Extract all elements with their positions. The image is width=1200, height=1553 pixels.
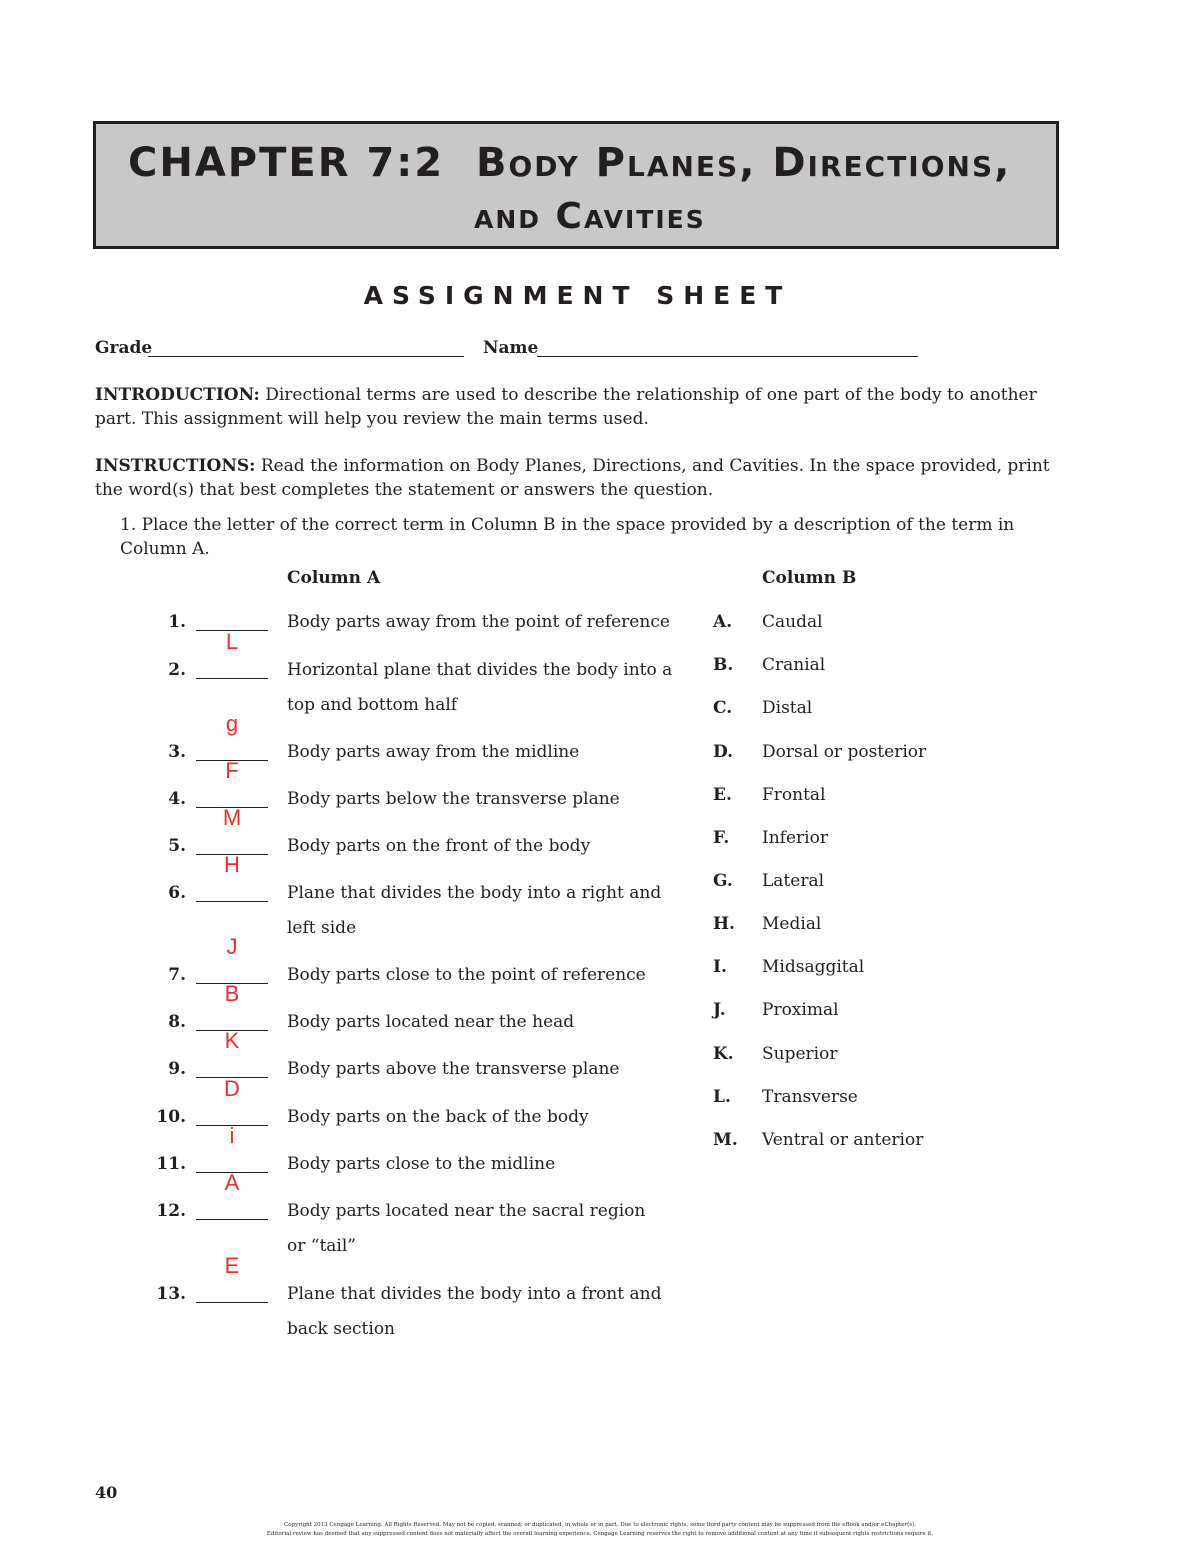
description — [287, 1005, 677, 1040]
description-line-1: Plane that divides the body into a right and — [287, 883, 662, 903]
term-label: Midsaggital — [762, 957, 865, 977]
answer-entry[interactable]: B — [224, 981, 240, 1006]
item-number: 6. — [168, 883, 186, 903]
item-number: 10. — [156, 1107, 186, 1127]
item-number: 13. — [156, 1284, 186, 1304]
item-number: 5. — [168, 836, 186, 856]
introduction-text: Directional terms are used to describe the relationship of one part of the body to another part. This assignment will help you review the main terms used. — [95, 385, 1037, 429]
description — [287, 1100, 677, 1135]
description-line-1: Body parts away from the midline — [287, 742, 580, 762]
term-letter: M. — [713, 1130, 738, 1150]
term-label: Inferior — [762, 828, 828, 848]
description — [287, 1194, 677, 1264]
answer-entry[interactable]: D — [224, 1076, 240, 1101]
term-label: Transverse — [762, 1087, 858, 1107]
item-number: 1. — [168, 612, 186, 632]
description — [287, 1147, 677, 1182]
description-line-1: Horizontal plane that divides the body into a — [287, 660, 673, 680]
answer-entry[interactable]: i — [229, 1123, 235, 1148]
item-number: 12. — [156, 1201, 186, 1221]
answer-entry[interactable]: K — [224, 1028, 240, 1053]
item-number: 11. — [156, 1154, 186, 1174]
term-label: Dorsal or posterior — [762, 742, 927, 762]
answer-entry[interactable]: E — [224, 1253, 240, 1278]
chapter-number: CHAPTER 7:2 — [128, 140, 445, 186]
description — [287, 829, 677, 864]
copyright-line-1: Copyright 2013 Cengage Learning. All Rights Reserved. May not be copied, scanned, or duplicated, in whole or in part. Due to electronic rights, some third party content may be suppressed from the eBook and/or eChapter(s). — [284, 1522, 916, 1528]
instructions — [95, 454, 1065, 502]
chapter-topic-part1: Body Planes, Directions, — [475, 140, 1012, 186]
description-line-2: top and bottom half — [287, 695, 458, 715]
chapter-topic-part2: and Cavities — [474, 196, 706, 237]
item-number: 8. — [168, 1012, 186, 1032]
item-number: 2. — [168, 660, 186, 680]
term-label: Proximal — [762, 1000, 839, 1020]
item-number: 3. — [168, 742, 186, 762]
copyright-line-2: Editorial review has deemed that any suppressed content does not materially affect the overall learning experience. Cengage Learning reserves the right to remove additional content at any time if subsequent rights restrictions require it. — [266, 1531, 934, 1537]
description — [287, 1277, 677, 1347]
term-letter: I. — [713, 957, 727, 977]
description — [287, 782, 677, 817]
chapter-title-line1 — [128, 140, 1056, 186]
term-label: Distal — [762, 698, 813, 718]
term-letter: D. — [713, 742, 734, 762]
description — [287, 1052, 677, 1087]
description — [287, 876, 677, 946]
term-label: Superior — [762, 1044, 838, 1064]
term-letter: B. — [713, 655, 734, 675]
description — [287, 605, 677, 640]
description-line-1: Body parts on the back of the body — [287, 1107, 589, 1127]
answer-entry[interactable]: g — [225, 711, 239, 736]
answer-blank[interactable] — [196, 1302, 268, 1303]
grade-field[interactable] — [148, 356, 464, 357]
term-label: Caudal — [762, 612, 823, 632]
term-letter: G. — [713, 871, 733, 891]
copyright-notice — [100, 1521, 1100, 1539]
answer-entry[interactable]: H — [224, 852, 240, 877]
description — [287, 958, 677, 993]
term-letter: K. — [713, 1044, 734, 1064]
question-1: 1. Place the letter of the correct term in Column B in the space provided by a description of the term in Column A. — [120, 515, 1015, 559]
term-letter: A. — [713, 612, 733, 632]
answer-entry[interactable]: L — [225, 629, 239, 654]
answer-entry[interactable]: A — [224, 1170, 240, 1195]
description-line-2: or “tail” — [287, 1236, 356, 1256]
column-b-heading: Column B — [762, 568, 857, 588]
description-line-1: Body parts on the front of the body — [287, 836, 591, 856]
term-letter: F. — [713, 828, 730, 848]
answer-blank[interactable] — [196, 901, 268, 902]
item-number: 4. — [168, 789, 186, 809]
introduction-label: INTRODUCTION: — [95, 385, 260, 405]
term-label: Lateral — [762, 871, 825, 891]
term-letter: L. — [713, 1087, 731, 1107]
answer-entry[interactable]: F — [225, 758, 239, 783]
answer-entry[interactable]: J — [226, 934, 238, 959]
term-letter: E. — [713, 785, 732, 805]
term-label: Frontal — [762, 785, 826, 805]
term-letter: H. — [713, 914, 735, 934]
item-number: 7. — [168, 965, 186, 985]
sheet-title: ASSIGNMENT SHEET — [363, 281, 792, 310]
name-label: Name — [483, 338, 539, 358]
description-line-1: Body parts close to the point of reference — [287, 965, 646, 985]
chapter-banner — [93, 121, 1059, 249]
description-line-1: Body parts located near the sacral region — [287, 1201, 646, 1221]
answer-entry[interactable]: M — [222, 805, 242, 830]
description — [287, 653, 677, 723]
item-number: 9. — [168, 1059, 186, 1079]
description-line-1: Body parts above the transverse plane — [287, 1059, 620, 1079]
description-line-1: Body parts close to the midline — [287, 1154, 556, 1174]
instructions-label: INSTRUCTIONS: — [95, 456, 256, 476]
column-a-heading: Column A — [287, 568, 381, 588]
introduction — [95, 383, 1065, 431]
term-label: Cranial — [762, 655, 826, 675]
term-label: Ventral or anterior — [762, 1130, 924, 1150]
term-letter: C. — [713, 698, 733, 718]
instructions-text: Read the information on Body Planes, Directions, and Cavities. In the space provided, print the word(s) that best completes the statement or answers the question. — [95, 456, 1050, 500]
description-line-1: Body parts away from the point of reference — [287, 612, 670, 632]
answer-blank[interactable] — [196, 1219, 268, 1220]
answer-blank[interactable] — [196, 678, 268, 679]
term-label: Medial — [762, 914, 822, 934]
page-number: 40 — [95, 1483, 118, 1502]
term-letter: J. — [713, 1000, 726, 1020]
description-line-1: Body parts located near the head — [287, 1012, 575, 1032]
description-line-2: back section — [287, 1319, 396, 1339]
description — [287, 735, 677, 770]
name-field[interactable] — [537, 356, 918, 357]
description-line-1: Plane that divides the body into a front and — [287, 1284, 662, 1304]
description-line-2: left side — [287, 918, 357, 938]
description-line-1: Body parts below the transverse plane — [287, 789, 620, 809]
grade-label: Grade — [95, 338, 153, 358]
